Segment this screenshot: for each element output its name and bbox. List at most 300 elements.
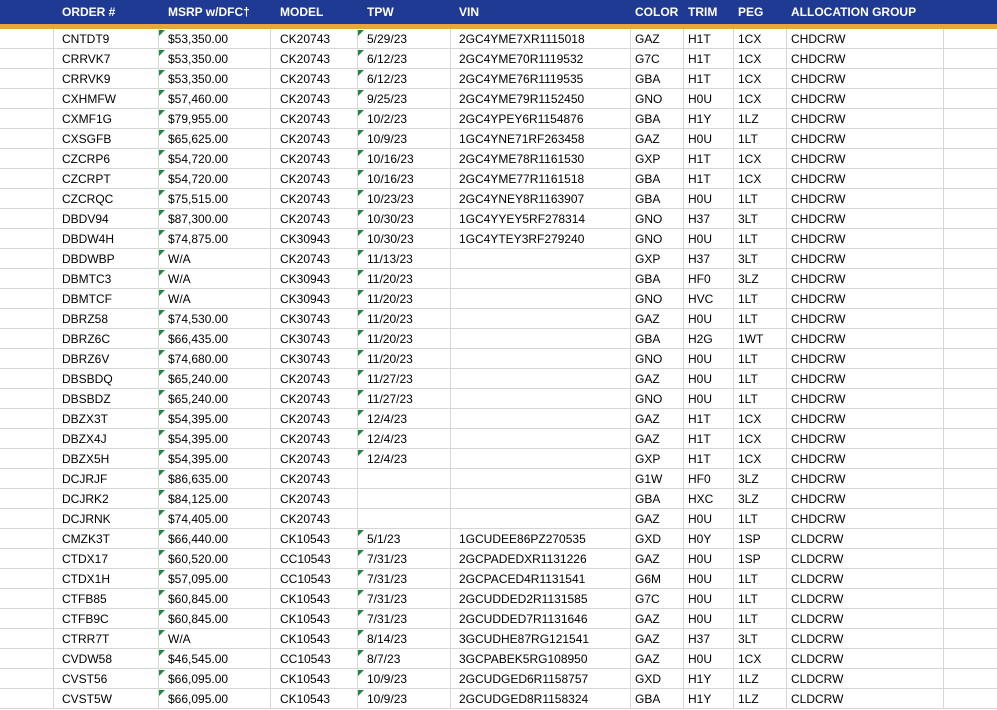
- cell-peg[interactable]: 1LT: [738, 292, 758, 306]
- cell-trim[interactable]: HVC: [688, 292, 714, 306]
- cell-vin[interactable]: 1GC4YNE71RF263458: [459, 132, 585, 146]
- cell-model[interactable]: CK20743: [280, 392, 331, 406]
- cell-peg[interactable]: 1LT: [738, 512, 758, 526]
- table-row[interactable]: [0, 529, 997, 549]
- cell-order[interactable]: DBMTCF: [62, 292, 112, 306]
- cell-trim[interactable]: H1Y: [688, 672, 712, 686]
- cell-vin[interactable]: 2GC4YPEY6R1154876: [459, 112, 584, 126]
- cell-peg[interactable]: 1LT: [738, 612, 758, 626]
- cell-order[interactable]: CTDX17: [62, 552, 109, 566]
- cell-trim[interactable]: H0U: [688, 512, 713, 526]
- cell-allocation[interactable]: CLDCRW: [791, 672, 844, 686]
- cell-tpw[interactable]: 12/4/23: [367, 452, 408, 466]
- cell-model[interactable]: CC10543: [280, 572, 331, 586]
- cell-model[interactable]: CK20743: [280, 492, 331, 506]
- table-row[interactable]: [0, 669, 997, 689]
- cell-model[interactable]: CK10543: [280, 632, 331, 646]
- cell-color[interactable]: GBA: [635, 272, 661, 286]
- table-row[interactable]: [0, 269, 997, 289]
- cell-trim[interactable]: H37: [688, 252, 711, 266]
- table-row[interactable]: [0, 689, 997, 709]
- cell-allocation[interactable]: CHDCRW: [791, 212, 846, 226]
- cell-tpw[interactable]: 9/25/23: [367, 92, 408, 106]
- cell-vin[interactable]: 2GC4YME70R1119532: [459, 52, 584, 66]
- cell-peg[interactable]: 3LZ: [738, 472, 759, 486]
- table-row[interactable]: [0, 569, 997, 589]
- cell-tpw[interactable]: 10/30/23: [367, 212, 414, 226]
- cell-peg[interactable]: 1LT: [738, 192, 758, 206]
- cell-tpw[interactable]: 7/31/23: [367, 552, 408, 566]
- cell-order[interactable]: DBRZ6V: [62, 352, 110, 366]
- cell-color[interactable]: GNO: [635, 212, 663, 226]
- header-vin[interactable]: VIN: [459, 5, 480, 19]
- header-model[interactable]: MODEL: [280, 5, 324, 19]
- cell-peg[interactable]: 1CX: [738, 32, 762, 46]
- cell-order[interactable]: DBZX5H: [62, 452, 110, 466]
- cell-tpw[interactable]: 10/23/23: [367, 192, 414, 206]
- cell-allocation[interactable]: CHDCRW: [791, 512, 846, 526]
- cell-msrp[interactable]: $86,635.00: [168, 472, 229, 486]
- cell-color[interactable]: G7C: [635, 52, 660, 66]
- table-row[interactable]: [0, 509, 997, 529]
- cell-color[interactable]: GAZ: [635, 512, 660, 526]
- cell-tpw[interactable]: 10/9/23: [367, 692, 408, 706]
- cell-order[interactable]: DCJRNK: [62, 512, 111, 526]
- cell-msrp[interactable]: $74,680.00: [168, 352, 229, 366]
- cell-msrp[interactable]: $79,955.00: [168, 112, 229, 126]
- cell-vin[interactable]: 3GCUDHE87RG121541: [459, 632, 590, 646]
- cell-msrp[interactable]: $57,095.00: [168, 572, 229, 586]
- cell-peg[interactable]: 3LZ: [738, 272, 759, 286]
- cell-peg[interactable]: 1LZ: [738, 692, 759, 706]
- cell-model[interactable]: CK20743: [280, 132, 331, 146]
- cell-order[interactable]: CTFB85: [62, 592, 107, 606]
- cell-msrp[interactable]: $66,435.00: [168, 332, 229, 346]
- cell-color[interactable]: GXP: [635, 452, 661, 466]
- cell-trim[interactable]: H1T: [688, 152, 711, 166]
- cell-allocation[interactable]: CHDCRW: [791, 32, 846, 46]
- cell-color[interactable]: GBA: [635, 332, 661, 346]
- cell-vin[interactable]: 2GCUDGED6R1158757: [459, 672, 589, 686]
- cell-color[interactable]: GXD: [635, 672, 662, 686]
- cell-tpw[interactable]: 10/9/23: [367, 672, 408, 686]
- cell-order[interactable]: CNTDT9: [62, 32, 110, 46]
- cell-trim[interactable]: H0U: [688, 192, 713, 206]
- cell-msrp[interactable]: $60,845.00: [168, 592, 229, 606]
- cell-peg[interactable]: 1CX: [738, 652, 762, 666]
- table-row[interactable]: [0, 49, 997, 69]
- cell-msrp[interactable]: $66,440.00: [168, 532, 229, 546]
- cell-color[interactable]: GNO: [635, 232, 663, 246]
- cell-trim[interactable]: H1Y: [688, 692, 712, 706]
- cell-trim[interactable]: H0U: [688, 612, 713, 626]
- cell-model[interactable]: CK30943: [280, 292, 331, 306]
- cell-peg[interactable]: 3LT: [738, 632, 758, 646]
- cell-peg[interactable]: 1SP: [738, 532, 761, 546]
- cell-msrp[interactable]: $53,350.00: [168, 52, 229, 66]
- table-row[interactable]: [0, 209, 997, 229]
- cell-trim[interactable]: H0U: [688, 312, 713, 326]
- cell-peg[interactable]: 1CX: [738, 72, 762, 86]
- cell-color[interactable]: GBA: [635, 692, 661, 706]
- cell-tpw[interactable]: 11/20/23: [367, 272, 413, 286]
- cell-trim[interactable]: H1T: [688, 72, 711, 86]
- cell-allocation[interactable]: CLDCRW: [791, 572, 844, 586]
- cell-order[interactable]: DCJRK2: [62, 492, 109, 506]
- cell-order[interactable]: CTFB9C: [62, 612, 109, 626]
- cell-msrp[interactable]: $54,395.00: [168, 452, 229, 466]
- table-row[interactable]: [0, 449, 997, 469]
- cell-trim[interactable]: H1Y: [688, 112, 712, 126]
- cell-trim[interactable]: HF0: [688, 472, 711, 486]
- table-row[interactable]: [0, 409, 997, 429]
- cell-msrp[interactable]: $60,845.00: [168, 612, 229, 626]
- cell-vin[interactable]: 2GC4YME7XR1115018: [459, 32, 585, 46]
- cell-tpw[interactable]: 6/12/23: [367, 52, 408, 66]
- cell-model[interactable]: CC10543: [280, 652, 331, 666]
- cell-trim[interactable]: H1T: [688, 412, 711, 426]
- cell-allocation[interactable]: CHDCRW: [791, 272, 846, 286]
- cell-model[interactable]: CK20743: [280, 472, 331, 486]
- cell-vin[interactable]: 1GCUDEE86PZ270535: [459, 532, 586, 546]
- cell-order[interactable]: CVDW58: [62, 652, 113, 666]
- cell-order[interactable]: DBSBDQ: [62, 372, 113, 386]
- cell-allocation[interactable]: CLDCRW: [791, 532, 844, 546]
- cell-peg[interactable]: 1LT: [738, 312, 758, 326]
- cell-allocation[interactable]: CHDCRW: [791, 432, 846, 446]
- cell-peg[interactable]: 1CX: [738, 52, 762, 66]
- table-row[interactable]: [0, 29, 997, 49]
- cell-model[interactable]: CK10543: [280, 672, 331, 686]
- table-row[interactable]: [0, 129, 997, 149]
- cell-order[interactable]: DBMTC3: [62, 272, 112, 286]
- cell-msrp[interactable]: $57,460.00: [168, 92, 229, 106]
- cell-model[interactable]: CC10543: [280, 552, 331, 566]
- cell-msrp[interactable]: $84,125.00: [168, 492, 229, 506]
- table-row[interactable]: [0, 469, 997, 489]
- cell-peg[interactable]: 3LT: [738, 252, 758, 266]
- cell-peg[interactable]: 1LT: [738, 132, 758, 146]
- cell-trim[interactable]: HF0: [688, 272, 711, 286]
- table-row[interactable]: [0, 149, 997, 169]
- cell-color[interactable]: GAZ: [635, 412, 660, 426]
- cell-order[interactable]: CZCRPT: [62, 172, 111, 186]
- cell-model[interactable]: CK20743: [280, 512, 331, 526]
- cell-model[interactable]: CK30743: [280, 312, 331, 326]
- cell-model[interactable]: CK20743: [280, 72, 331, 86]
- cell-tpw[interactable]: 11/20/23: [367, 352, 413, 366]
- cell-color[interactable]: G7C: [635, 592, 660, 606]
- cell-peg[interactable]: 3LT: [738, 212, 758, 226]
- cell-order[interactable]: CXHMFW: [62, 92, 116, 106]
- cell-trim[interactable]: H0U: [688, 652, 713, 666]
- cell-peg[interactable]: 1CX: [738, 432, 762, 446]
- header-order[interactable]: ORDER #: [62, 5, 116, 19]
- cell-msrp[interactable]: $46,545.00: [168, 652, 229, 666]
- cell-color[interactable]: GAZ: [635, 312, 660, 326]
- cell-trim[interactable]: H1T: [688, 452, 711, 466]
- cell-color[interactable]: GBA: [635, 492, 661, 506]
- cell-allocation[interactable]: CHDCRW: [791, 412, 846, 426]
- cell-peg[interactable]: 1LZ: [738, 112, 759, 126]
- cell-order[interactable]: DBSBDZ: [62, 392, 111, 406]
- cell-model[interactable]: CK20743: [280, 252, 331, 266]
- cell-model[interactable]: CK20743: [280, 152, 331, 166]
- cell-msrp[interactable]: $65,240.00: [168, 392, 229, 406]
- cell-allocation[interactable]: CHDCRW: [791, 452, 846, 466]
- cell-vin[interactable]: 2GCPADEDXR1131226: [459, 552, 587, 566]
- cell-peg[interactable]: 1CX: [738, 172, 762, 186]
- cell-allocation[interactable]: CHDCRW: [791, 492, 846, 506]
- cell-color[interactable]: GNO: [635, 292, 663, 306]
- table-row[interactable]: [0, 69, 997, 89]
- cell-tpw[interactable]: 5/29/23: [367, 32, 408, 46]
- cell-color[interactable]: GXP: [635, 252, 661, 266]
- cell-color[interactable]: GAZ: [635, 372, 660, 386]
- cell-msrp[interactable]: $66,095.00: [168, 692, 229, 706]
- cell-tpw[interactable]: 10/16/23: [367, 152, 414, 166]
- table-row[interactable]: [0, 109, 997, 129]
- cell-trim[interactable]: H0U: [688, 592, 713, 606]
- cell-vin[interactable]: 2GCUDDED7R1131646: [459, 612, 588, 626]
- cell-order[interactable]: DBDW4H: [62, 232, 115, 246]
- table-row[interactable]: [0, 189, 997, 209]
- cell-trim[interactable]: H0U: [688, 232, 713, 246]
- cell-trim[interactable]: H0U: [688, 392, 713, 406]
- cell-model[interactable]: CK20743: [280, 92, 331, 106]
- cell-allocation[interactable]: CHDCRW: [791, 72, 846, 86]
- cell-allocation[interactable]: CHDCRW: [791, 292, 846, 306]
- cell-order[interactable]: DBDWBP: [62, 252, 115, 266]
- cell-allocation[interactable]: CLDCRW: [791, 632, 844, 646]
- table-row[interactable]: [0, 329, 997, 349]
- cell-peg[interactable]: 1WT: [738, 332, 764, 346]
- cell-order[interactable]: CRRVK9: [62, 72, 111, 86]
- cell-allocation[interactable]: CLDCRW: [791, 552, 844, 566]
- cell-peg[interactable]: 3LZ: [738, 492, 759, 506]
- table-row[interactable]: [0, 289, 997, 309]
- cell-msrp[interactable]: $60,520.00: [168, 552, 229, 566]
- cell-model[interactable]: CK20743: [280, 212, 331, 226]
- cell-tpw[interactable]: 12/4/23: [367, 412, 408, 426]
- cell-model[interactable]: CK20743: [280, 112, 331, 126]
- cell-msrp[interactable]: W/A: [168, 632, 191, 646]
- cell-msrp[interactable]: $75,515.00: [168, 192, 229, 206]
- cell-msrp[interactable]: $53,350.00: [168, 72, 229, 86]
- table-row[interactable]: [0, 589, 997, 609]
- cell-tpw[interactable]: 10/16/23: [367, 172, 414, 186]
- cell-trim[interactable]: H37: [688, 212, 711, 226]
- cell-color[interactable]: GAZ: [635, 632, 660, 646]
- cell-trim[interactable]: H2G: [688, 332, 713, 346]
- cell-vin[interactable]: 2GC4YME78R1161530: [459, 152, 585, 166]
- cell-model[interactable]: CK20743: [280, 52, 331, 66]
- cell-msrp[interactable]: $74,530.00: [168, 312, 229, 326]
- cell-vin[interactable]: 2GC4YME79R1152450: [459, 92, 585, 106]
- cell-peg[interactable]: 1LT: [738, 592, 758, 606]
- cell-allocation[interactable]: CHDCRW: [791, 372, 846, 386]
- cell-msrp[interactable]: W/A: [168, 292, 191, 306]
- cell-peg[interactable]: 1LT: [738, 572, 758, 586]
- cell-model[interactable]: CK30943: [280, 232, 331, 246]
- header-msrp[interactable]: MSRP w/DFC†: [168, 5, 250, 19]
- table-row[interactable]: [0, 249, 997, 269]
- cell-allocation[interactable]: CHDCRW: [791, 232, 846, 246]
- table-row[interactable]: [0, 429, 997, 449]
- cell-model[interactable]: CK20743: [280, 192, 331, 206]
- cell-msrp[interactable]: W/A: [168, 252, 191, 266]
- table-row[interactable]: [0, 349, 997, 369]
- cell-allocation[interactable]: CHDCRW: [791, 52, 846, 66]
- cell-order[interactable]: CZCRP6: [62, 152, 111, 166]
- cell-color[interactable]: GBA: [635, 192, 661, 206]
- cell-trim[interactable]: H0U: [688, 552, 713, 566]
- cell-msrp[interactable]: $65,240.00: [168, 372, 229, 386]
- cell-allocation[interactable]: CLDCRW: [791, 692, 844, 706]
- cell-trim[interactable]: H0U: [688, 92, 713, 106]
- cell-color[interactable]: GXP: [635, 152, 661, 166]
- cell-peg[interactable]: 1LT: [738, 392, 758, 406]
- cell-order[interactable]: CRRVK7: [62, 52, 111, 66]
- header-trim[interactable]: TRIM: [688, 5, 718, 19]
- cell-color[interactable]: GNO: [635, 392, 663, 406]
- header-peg[interactable]: PEG: [738, 5, 764, 19]
- cell-msrp[interactable]: $87,300.00: [168, 212, 229, 226]
- cell-allocation[interactable]: CHDCRW: [791, 392, 846, 406]
- cell-trim[interactable]: H0U: [688, 572, 713, 586]
- cell-allocation[interactable]: CHDCRW: [791, 192, 846, 206]
- cell-color[interactable]: GAZ: [635, 552, 660, 566]
- cell-trim[interactable]: H0U: [688, 132, 713, 146]
- cell-color[interactable]: G1W: [635, 472, 663, 486]
- cell-trim[interactable]: H1T: [688, 172, 711, 186]
- cell-trim[interactable]: H37: [688, 632, 711, 646]
- cell-allocation[interactable]: CHDCRW: [791, 112, 846, 126]
- cell-vin[interactable]: 1GC4YYEY5RF278314: [459, 212, 586, 226]
- cell-allocation[interactable]: CLDCRW: [791, 612, 844, 626]
- table-row[interactable]: [0, 489, 997, 509]
- table-row[interactable]: [0, 229, 997, 249]
- cell-msrp[interactable]: $54,720.00: [168, 172, 229, 186]
- cell-model[interactable]: CK20743: [280, 172, 331, 186]
- cell-allocation[interactable]: CHDCRW: [791, 172, 846, 186]
- cell-msrp[interactable]: W/A: [168, 272, 191, 286]
- cell-color[interactable]: GXD: [635, 532, 662, 546]
- header-allocation-group[interactable]: ALLOCATION GROUP: [791, 5, 917, 19]
- cell-order[interactable]: DBZX3T: [62, 412, 109, 426]
- cell-allocation[interactable]: CHDCRW: [791, 132, 846, 146]
- cell-order[interactable]: CXSGFB: [62, 132, 112, 146]
- cell-model[interactable]: CK20743: [280, 452, 331, 466]
- cell-trim[interactable]: H0U: [688, 372, 713, 386]
- cell-color[interactable]: GNO: [635, 352, 663, 366]
- cell-color[interactable]: GAZ: [635, 132, 660, 146]
- cell-peg[interactable]: 1LT: [738, 232, 758, 246]
- cell-trim[interactable]: H1T: [688, 52, 711, 66]
- cell-msrp[interactable]: $53,350.00: [168, 32, 229, 46]
- cell-peg[interactable]: 1LT: [738, 352, 758, 366]
- cell-tpw[interactable]: 8/14/23: [367, 632, 408, 646]
- cell-allocation[interactable]: CHDCRW: [791, 352, 846, 366]
- cell-order[interactable]: CVST56: [62, 672, 108, 686]
- cell-order[interactable]: DBZX4J: [62, 432, 107, 446]
- cell-allocation[interactable]: CLDCRW: [791, 652, 844, 666]
- cell-color[interactable]: GBA: [635, 112, 661, 126]
- cell-color[interactable]: GAZ: [635, 32, 660, 46]
- cell-vin[interactable]: 2GCPACED4R1131541: [459, 572, 586, 586]
- cell-trim[interactable]: H1T: [688, 32, 711, 46]
- cell-tpw[interactable]: 10/2/23: [367, 112, 408, 126]
- cell-order[interactable]: CZCRQC: [62, 192, 114, 206]
- table-row[interactable]: [0, 369, 997, 389]
- cell-order[interactable]: CTDX1H: [62, 572, 111, 586]
- cell-tpw[interactable]: 10/30/23: [367, 232, 414, 246]
- cell-model[interactable]: CK10543: [280, 692, 331, 706]
- cell-tpw[interactable]: 7/31/23: [367, 612, 408, 626]
- cell-color[interactable]: GBA: [635, 72, 661, 86]
- cell-order[interactable]: DBRZ58: [62, 312, 109, 326]
- cell-peg[interactable]: 1LT: [738, 372, 758, 386]
- cell-allocation[interactable]: CHDCRW: [791, 152, 846, 166]
- cell-vin[interactable]: 2GC4YME77R1161518: [459, 172, 585, 186]
- cell-tpw[interactable]: 11/20/23: [367, 312, 413, 326]
- cell-order[interactable]: CTRR7T: [62, 632, 110, 646]
- cell-tpw[interactable]: 10/9/23: [367, 132, 408, 146]
- cell-tpw[interactable]: 11/20/23: [367, 292, 413, 306]
- cell-vin[interactable]: 2GC4YME76R1119535: [459, 72, 584, 86]
- cell-msrp[interactable]: $66,095.00: [168, 672, 229, 686]
- cell-allocation[interactable]: CHDCRW: [791, 252, 846, 266]
- cell-model[interactable]: CK10543: [280, 612, 331, 626]
- cell-model[interactable]: CK10543: [280, 592, 331, 606]
- cell-vin[interactable]: 2GCUDDED2R1131585: [459, 592, 588, 606]
- cell-allocation[interactable]: CHDCRW: [791, 312, 846, 326]
- cell-msrp[interactable]: $74,875.00: [168, 232, 229, 246]
- table-row[interactable]: [0, 629, 997, 649]
- cell-vin[interactable]: 1GC4YTEY3RF279240: [459, 232, 585, 246]
- cell-model[interactable]: CK20743: [280, 372, 331, 386]
- table-row[interactable]: [0, 649, 997, 669]
- cell-trim[interactable]: HXC: [688, 492, 714, 506]
- table-row[interactable]: [0, 89, 997, 109]
- cell-peg[interactable]: 1CX: [738, 92, 762, 106]
- cell-order[interactable]: CXMF1G: [62, 112, 113, 126]
- cell-tpw[interactable]: 11/13/23: [367, 252, 413, 266]
- cell-allocation[interactable]: CLDCRW: [791, 592, 844, 606]
- cell-tpw[interactable]: 12/4/23: [367, 432, 408, 446]
- cell-tpw[interactable]: 5/1/23: [367, 532, 401, 546]
- cell-tpw[interactable]: 11/27/23: [367, 372, 413, 386]
- header-tpw[interactable]: TPW: [367, 5, 394, 19]
- cell-allocation[interactable]: CHDCRW: [791, 92, 846, 106]
- cell-model[interactable]: CK30743: [280, 352, 331, 366]
- cell-msrp[interactable]: $65,625.00: [168, 132, 229, 146]
- cell-model[interactable]: CK20743: [280, 432, 331, 446]
- cell-allocation[interactable]: CHDCRW: [791, 472, 846, 486]
- cell-vin[interactable]: 2GCUDGED8R1158324: [459, 692, 589, 706]
- cell-model[interactable]: CK20743: [280, 412, 331, 426]
- cell-tpw[interactable]: 7/31/23: [367, 572, 408, 586]
- cell-peg[interactable]: 1CX: [738, 452, 762, 466]
- cell-msrp[interactable]: $74,405.00: [168, 512, 229, 526]
- cell-order[interactable]: DBDV94: [62, 212, 109, 226]
- cell-model[interactable]: CK30943: [280, 272, 331, 286]
- cell-trim[interactable]: H1T: [688, 432, 711, 446]
- cell-order[interactable]: DBRZ6C: [62, 332, 111, 346]
- cell-peg[interactable]: 1CX: [738, 412, 762, 426]
- cell-model[interactable]: CK20743: [280, 32, 331, 46]
- cell-allocation[interactable]: CHDCRW: [791, 332, 846, 346]
